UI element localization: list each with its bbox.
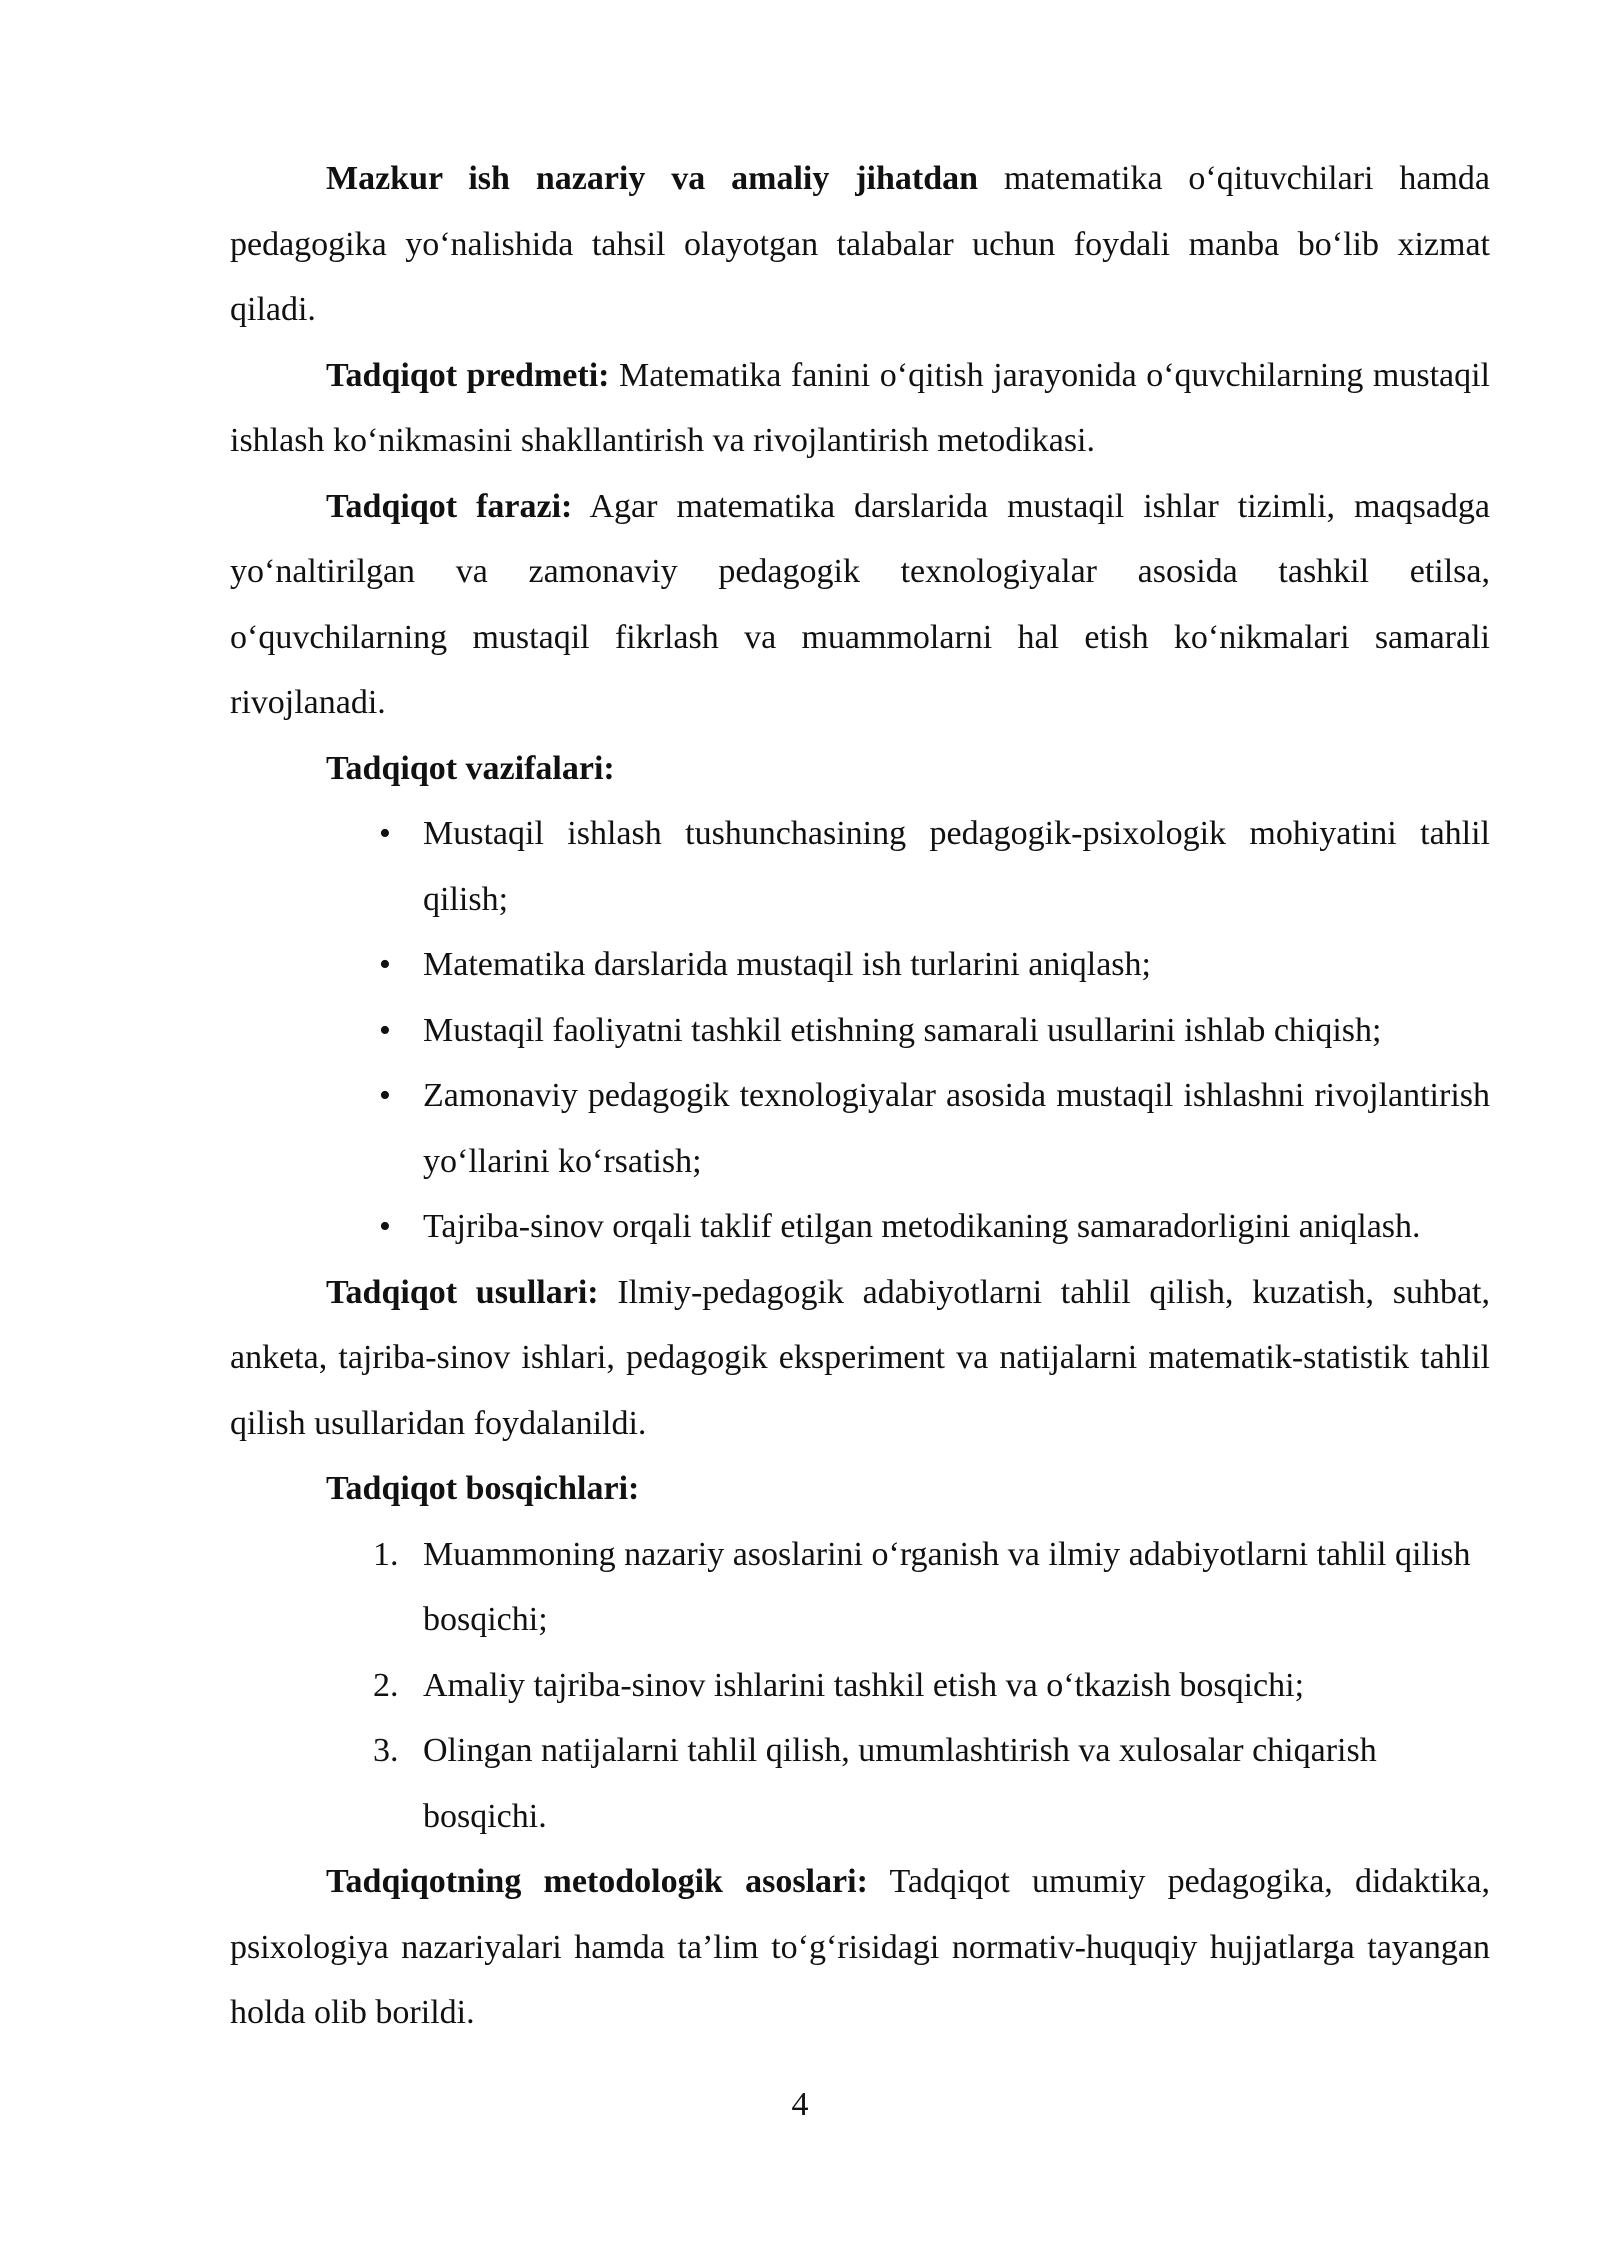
bullet-icon: •: [379, 1208, 391, 1245]
paragraph-text: matematika o‘qituvchilari hamda pedagogika yo‘nalishida tahsil olayotgan talabalar uchun foydali manba bo‘lib xizmat qiladi.: [230, 160, 1490, 328]
list-item: [373, 1522, 1490, 1653]
list-item: [373, 1718, 1490, 1849]
list-item-text: Olingan natijalarni tahlil qilish, umumlashtirish va xulosalar chiqarish bosqichi.: [423, 1732, 1377, 1835]
list-item: [379, 1194, 1490, 1260]
paragraph-text: Matematika fanini o‘qitish jarayonida o‘quvchilarning mustaqil ishlash ko‘nikmasini shakllantirish va rivojlantirish metodikasi.: [230, 356, 1490, 459]
page-number: 4: [791, 2086, 809, 2123]
bullet-icon: •: [379, 1077, 391, 1114]
list-item-number: 1.: [373, 1535, 399, 1573]
paragraph-methodology: [230, 1849, 1490, 2046]
paragraph-lead: Tadqiqot predmeti:: [326, 356, 610, 394]
list-item: [379, 998, 1490, 1064]
list-item-text: Amaliy tajriba-sinov ishlarini tashkil etish va o‘tkazish bosqichi;: [423, 1666, 1305, 1704]
bullet-icon: •: [379, 1011, 391, 1049]
list-item-text: Tajriba-sinov orqali taklif etilgan metodikaning samaradorligini aniqlash.: [423, 1208, 1421, 1245]
paragraph-text: Agar matematika darslarida mustaqil ishlar tizimli, maqsadga yo‘naltirilgan va zamonaviy pedagogik texnologiyalar asosida tashkil etilsa, o‘quvchilarning mustaqil fikrlash va muammolarni hal etish ko‘nikmalari samarali rivojlanadi.: [230, 487, 1491, 721]
stages-list: [230, 1522, 1490, 1850]
list-item: [379, 1063, 1490, 1194]
list-item-text: Matematika darslarida mustaqil ish turlarini aniqlash;: [423, 946, 1151, 983]
paragraph-research-hypothesis: [230, 474, 1490, 736]
paragraph-lead: Tadqiqotning metodologik asoslari:: [326, 1863, 868, 1900]
list-item: [379, 801, 1490, 932]
paragraph-text: Tadqiqot umumiy pedagogika, didaktika, psixologiya nazariyalari hamda ta’lim to‘g‘risidagi normativ-huquqiy hujjatlarga tayangan holda olib borildi.: [230, 1863, 1490, 2031]
list-item: [373, 1653, 1490, 1719]
list-item: [379, 932, 1490, 998]
stages-heading: Tadqiqot bosqichlari:: [326, 1470, 640, 1507]
list-item-text: Muammoning nazariy asoslarini o‘rganish va ilmiy adabiyotlarni tahlil qilish bosqichi;: [423, 1535, 1471, 1638]
bullet-icon: •: [379, 946, 391, 983]
list-item-text: Mustaqil ishlash tushunchasining pedagogik-psixologik mohiyatini tahlil qilish;: [423, 815, 1490, 918]
document-page: [230, 146, 1490, 2046]
list-item-text: Zamonaviy pedagogik texnologiyalar asosida mustaqil ishlashni rivojlantirish yo‘llarini ko‘rsatish;: [423, 1077, 1490, 1180]
tasks-heading: Tadqiqot vazifalari:: [326, 749, 615, 787]
list-item-number: 2.: [373, 1666, 399, 1704]
paragraph-text: Ilmiy-pedagogik adabiyotlarni tahlil qilish, kuzatish, suhbat, anketa, tajriba-sinov ishlari, pedagogik eksperiment va natijalarni matematik-statistik tahlil qilish usullaridan foydalanildi.: [230, 1273, 1490, 1442]
list-item-number: 3.: [373, 1732, 399, 1769]
paragraph-lead: Mazkur ish nazariy va amaliy jihatdan: [326, 160, 979, 197]
paragraph-lead: Tadqiqot farazi:: [326, 487, 573, 525]
paragraph-significance: [230, 146, 1490, 343]
bullet-icon: •: [379, 815, 391, 852]
list-item-text: Mustaqil faoliyatni tashkil etishning samarali usullarini ishlab chiqish;: [423, 1011, 1382, 1049]
paragraph-research-subject: [230, 343, 1490, 474]
paragraph-research-methods: [230, 1260, 1490, 1457]
paragraph-lead: Tadqiqot usullari:: [326, 1273, 599, 1311]
tasks-list: [230, 801, 1490, 1260]
